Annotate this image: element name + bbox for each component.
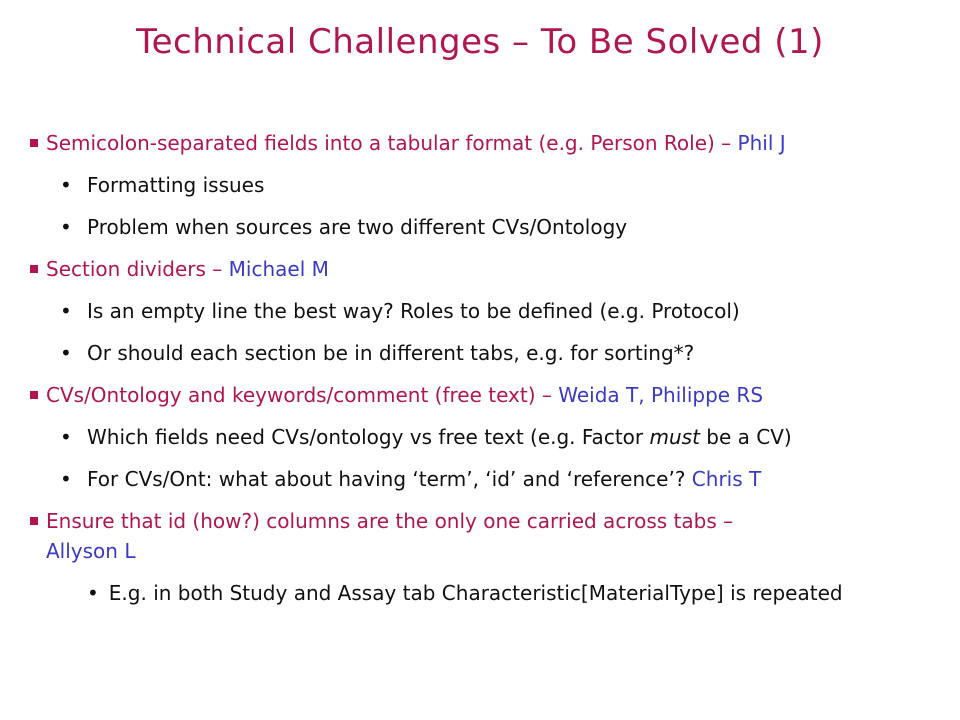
dot-bullet-icon: •: [60, 425, 72, 449]
section-3-text: CVs/Ontology and keywords/comment (free text) –: [46, 383, 559, 407]
section-3-bullet: [28, 380, 948, 410]
square-bullet-icon: [30, 265, 38, 273]
section-1-item-1-text: Formatting issues: [87, 173, 265, 197]
section-2-owner: Michael M: [228, 257, 329, 281]
section-1-item-1: [28, 170, 948, 200]
section-3-item-2: [28, 464, 948, 494]
section-3-owner: Weida T, Philippe RS: [558, 383, 764, 407]
section-3-item-1: [28, 422, 948, 452]
section-4-text: Ensure that id (how?) columns are the only one carried across tabs –: [46, 509, 734, 533]
section-4-item-1: [28, 578, 873, 608]
section-1-item-2: [28, 212, 948, 242]
section-3-item-2-text: For CVs/Ont: what about having ‘term’, ‘id’ and ‘reference’?: [87, 467, 692, 491]
section-4-owner: Allyson L: [46, 539, 136, 563]
section-2-item-2: [28, 338, 948, 368]
dot-bullet-icon: •: [60, 467, 72, 491]
section-1-text: Semicolon-separated fields into a tabular format (e.g. Person Role) –: [46, 131, 738, 155]
square-bullet-icon: [30, 139, 38, 147]
dot-bullet-icon: •: [60, 299, 72, 323]
section-3-item-1-emphasis: must: [649, 425, 700, 449]
section-1-item-2-text: Problem when sources are two different CVs/Ontology: [87, 215, 628, 239]
section-2-bullet: [28, 254, 948, 284]
section-2-text: Section dividers –: [46, 257, 229, 281]
section-2-item-2-text: Or should each section be in different tabs, e.g. for sorting*?: [87, 341, 695, 365]
section-3-item-1-tail: be a CV): [699, 425, 792, 449]
dot-bullet-icon: •: [60, 341, 72, 365]
slide-content: [28, 128, 948, 620]
dot-bullet-icon: •: [60, 215, 72, 239]
slide-title: Technical Challenges – To Be Solved (1): [136, 22, 824, 62]
square-bullet-icon: [30, 517, 38, 525]
section-4-bullet: [28, 506, 948, 566]
section-1-owner: Phil J: [737, 131, 786, 155]
section-1-bullet: [28, 128, 948, 158]
dot-bullet-icon: •: [87, 581, 99, 605]
section-3-item-2-owner: Chris T: [691, 467, 762, 491]
section-2-item-1-text: Is an empty line the best way? Roles to be defined (e.g. Protocol): [87, 299, 740, 323]
section-4-item-1-text: E.g. in both Study and Assay tab Characteristic[MaterialType] is repeated: [108, 581, 843, 605]
section-2-item-1: [28, 296, 948, 326]
square-bullet-icon: [30, 391, 38, 399]
section-3-item-1-text: Which fields need CVs/ontology vs free text (e.g. Factor: [87, 425, 650, 449]
dot-bullet-icon: •: [60, 173, 72, 197]
